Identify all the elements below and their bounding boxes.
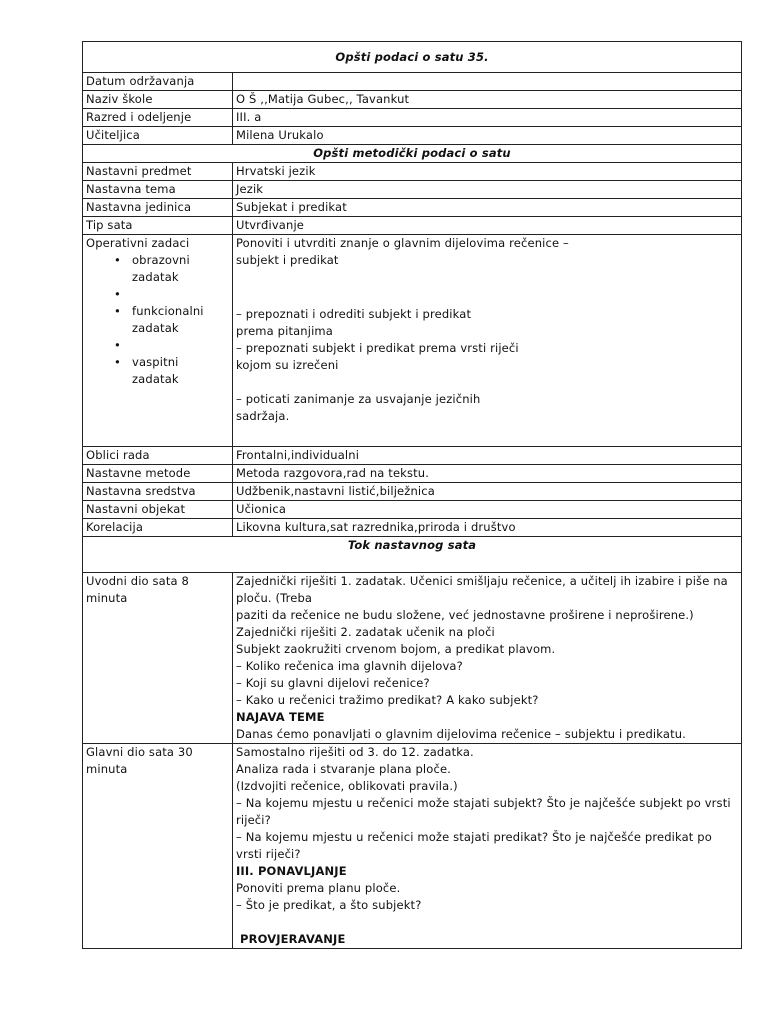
section-row-methodical: [83, 145, 742, 163]
row-label: Nastavna tema: [83, 181, 233, 199]
section-row-general: [83, 42, 742, 73]
row-value: Subjekat i predikat: [233, 199, 742, 217]
bullet-funkcionalni: • funkcionalni zadatak: [86, 303, 229, 337]
uvodni-content: Zajednički riješiti 1. zadatak. Učenici smišljaju rečenice, a učitelj ih izabire i piše na ploču. (Treba paziti da rečenice ne budu složene, već jednostavne proširene i neproširene.) Zajednički riješiti 2. zadatak učenik na ploči Subjekt zaokružiti crvenom bojom, a predikat plavom. – Koliko rečenica ima glavnih dijelova? – Koji su glavni dijelovi rečenice? – Kako u rečenici tražimo predikat? A kako subjekt? NAJAVA TEME Danas ćemo ponavljati o glavnim dijelovima rečenice – subjektu i predikatu.: [233, 573, 742, 744]
row-value: Likovna kultura,sat razrednika,priroda i društvo: [233, 519, 742, 537]
row-label: Nastavna sredstva: [83, 483, 233, 501]
row-label: Učiteljica: [83, 127, 233, 145]
table-row: [83, 465, 742, 483]
uvodni-label: Uvodni dio sata 8 minuta: [83, 573, 233, 744]
row-value: Udžbenik,nastavni listić,bilježnica: [233, 483, 742, 501]
bullet-obrazovni: • obrazovni zadatak: [86, 252, 229, 286]
row-value: Hrvatski jezik: [233, 163, 742, 181]
row-value: Frontalni,individualni: [233, 447, 742, 465]
row-value: Jezik: [233, 181, 742, 199]
glavni-content: Samostalno riješiti od 3. do 12. zadatka. Analiza rada i stvaranje plana ploče. (Izdvojiti rečenice, oblikovati pravila.) – Na kojemu mjestu u rečenici može stajati subjekt? Što je najčešće subjekt po vrsti riječi? – Na kojemu mjestu u rečenici može stajati predikat? Što je najčešće predikat po vrsti riječi? III. PONAVLJANJE Ponoviti prema planu ploče. – Što je predikat, a što subjekt? PROVJERAVANJE: [233, 744, 742, 949]
provjeravanje-heading: PROVJERAVANJE: [240, 932, 346, 946]
row-label: Nastavni predmet: [83, 163, 233, 181]
lesson-plan-table: [82, 41, 742, 949]
row-label: Naziv škole: [83, 91, 233, 109]
glavni-label: Glavni dio sata 30 minuta: [83, 744, 233, 949]
task-bullet-list: [86, 252, 229, 388]
table-row: [83, 501, 742, 519]
section-title-general: Opšti podaci o satu 35.: [83, 42, 742, 73]
table-row: [83, 217, 742, 235]
table-row: [83, 483, 742, 501]
table-row: [83, 73, 742, 91]
operativni-label: Operativni zadaci: [86, 236, 190, 250]
table-row: [83, 91, 742, 109]
glavni-row: [83, 744, 742, 949]
operativni-cell: [83, 235, 233, 447]
operativni-row: [83, 235, 742, 447]
row-value: Učionica: [233, 501, 742, 519]
row-label: Nastavni objekat: [83, 501, 233, 519]
row-value: [233, 73, 742, 91]
row-label: Razred i odeljenje: [83, 109, 233, 127]
bullet-vaspitni: • vaspitni zadatak: [86, 354, 229, 388]
row-value: Metoda razgovora,rad na tekstu.: [233, 465, 742, 483]
row-label: Nastavna jedinica: [83, 199, 233, 217]
row-label: Korelacija: [83, 519, 233, 537]
table-row: [83, 519, 742, 537]
row-label: Datum održavanja: [83, 73, 233, 91]
table-row: [83, 199, 742, 217]
operativni-text-cell: Ponoviti i utvrditi znanje o glavnim dijelovima rečenice – subjekt i predikat – prepoznati i odrediti subjekt i predikat prema pitanjima – prepoznati subjekt i predikat prema vrsti riječi kojom su izrečeni – poticati zanimanje za usvajanje jezičnih sadržaja.: [233, 235, 742, 447]
row-value: III. a: [233, 109, 742, 127]
uvodni-row: [83, 573, 742, 744]
table-row: [83, 109, 742, 127]
row-value: Utvrđivanje: [233, 217, 742, 235]
section-title-methodical: Opšti metodički podaci o satu: [83, 145, 742, 163]
row-label: Oblici rada: [83, 447, 233, 465]
section-row-flow: [83, 537, 742, 573]
table-row: [83, 163, 742, 181]
row-label: Nastavne metode: [83, 465, 233, 483]
row-value: Milena Urukalo: [233, 127, 742, 145]
table-row: [83, 127, 742, 145]
row-label: Tip sata: [83, 217, 233, 235]
najava-heading: NAJAVA TEME: [236, 710, 325, 724]
row-value: O Š ,,Matija Gubec,, Tavankut: [233, 91, 742, 109]
table-row: [83, 181, 742, 199]
table-row: [83, 447, 742, 465]
ponavljanje-heading: III. PONAVLJANJE: [236, 864, 347, 878]
section-title-flow: Tok nastavnog sata: [83, 537, 742, 573]
